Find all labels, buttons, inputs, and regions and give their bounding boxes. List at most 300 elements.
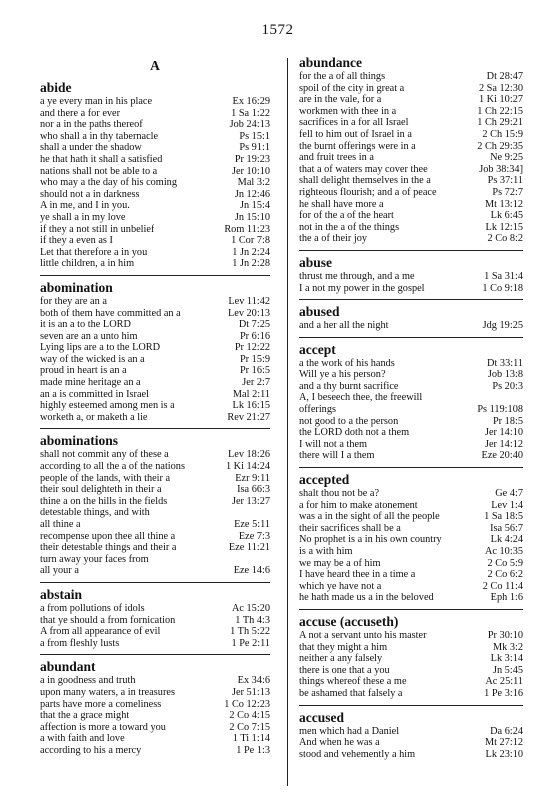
- entry-reference: Jdg 19:25: [482, 320, 523, 332]
- entry-reference: 1 Pe 1:3: [236, 744, 270, 756]
- entry-text: he that hath it shall a satisfied: [40, 153, 163, 165]
- concordance-entry: [40, 722, 270, 734]
- concordance-entry: [40, 699, 270, 711]
- section-heading: abominations: [40, 428, 270, 448]
- entry-reference: 2 Co 11:4: [482, 580, 523, 592]
- entry-reference: Eze 11:21: [228, 542, 270, 554]
- entry-reference: Ps 119:108: [477, 404, 523, 416]
- concordance-entry: [40, 331, 270, 343]
- concordance-section: [299, 52, 523, 245]
- concordance-entry: [40, 247, 270, 259]
- entry-text: for of the a of the heart: [299, 210, 394, 222]
- entry-text: workmen with thee in a: [299, 105, 397, 117]
- entry-reference: Lev 11:42: [228, 295, 270, 307]
- entry-text: things whereof these a me: [299, 676, 407, 688]
- entry-text: Let that therefore a in you: [40, 246, 148, 258]
- entry-text: thine a on the hills in the fields: [40, 495, 168, 507]
- entry-text: their sacrifices shall be a: [299, 522, 401, 534]
- entry-reference: Mal 3:2: [237, 177, 270, 189]
- entry-reference: Dt 28:47: [486, 71, 523, 82]
- concordance-entry: [299, 653, 523, 665]
- concordance-entry: [299, 488, 523, 500]
- entry-reference: Eph 1:6: [490, 592, 523, 604]
- entry-reference: Jn 15:4: [239, 200, 270, 212]
- entry-text: and a thy burnt sacrifice: [299, 380, 399, 392]
- entry-reference: Da 6:24: [490, 725, 523, 737]
- concordance-entry: [40, 189, 270, 201]
- entry-text: the a of their joy: [299, 233, 368, 245]
- entry-reference: Jer 10:10: [231, 165, 270, 177]
- entry-reference: Pr 15:9: [239, 353, 270, 365]
- concordance-entry: [299, 141, 523, 153]
- concordance-entry: [40, 565, 270, 577]
- concordance-entry: [299, 427, 523, 439]
- entry-text: nations shall not be able to a: [40, 165, 158, 177]
- concordance-entry: [299, 210, 523, 222]
- entry-reference: Job 13:8: [487, 369, 523, 381]
- entry-reference: Ex 34:6: [237, 675, 270, 687]
- entry-text: not good to a the person: [299, 415, 399, 427]
- entry-text: their detestable things and their a: [40, 542, 177, 554]
- concordance-entry: [299, 439, 523, 451]
- concordance-entry: [40, 200, 270, 212]
- concordance-entry: [40, 473, 270, 485]
- entry-text: ye shall a in my love: [40, 211, 126, 223]
- entry-reference: Job 24:13: [229, 119, 270, 131]
- entry-text: a ye every man in his place: [40, 96, 153, 107]
- entry-reference: 1 Ti 1:14: [232, 733, 270, 745]
- entry-reference: 1 Co 9:18: [482, 282, 523, 294]
- entry-text: for they are an a: [40, 295, 107, 307]
- entry-text: a from pollutions of idols: [40, 602, 145, 614]
- section-heading: abused: [299, 299, 523, 319]
- entry-text: was a in the sight of all the people: [299, 511, 440, 523]
- entry-reference: 1 Ki 10:27: [478, 94, 523, 106]
- concordance-entry: [40, 108, 270, 120]
- entry-text: made mine heritage an a: [40, 377, 141, 389]
- concordance-entry: [299, 665, 523, 677]
- concordance-entry: [299, 630, 523, 642]
- entry-reference: Rom 11:23: [224, 223, 270, 235]
- concordance-entry: [299, 569, 523, 581]
- concordance-entry: [299, 511, 523, 523]
- entry-reference: Eze 14:6: [233, 565, 270, 577]
- concordance-entry: [40, 507, 270, 519]
- entry-reference: 1 Pe 3:16: [484, 687, 523, 699]
- concordance-entry: [40, 542, 270, 554]
- entry-text: there is one that a you: [299, 664, 390, 676]
- entry-reference: Ps 20:3: [492, 380, 523, 392]
- entry-reference: 2 Ch 15:9: [482, 128, 523, 140]
- entry-reference: Dt 33:11: [487, 357, 523, 369]
- section-heading: abundance: [299, 55, 363, 70]
- concordance-entry: [40, 449, 270, 461]
- entry-text: that a of waters may cover thee: [299, 163, 428, 175]
- entry-reference: Lk 16:15: [232, 400, 270, 412]
- entry-reference: Lk 23:10: [485, 748, 523, 760]
- entry-reference: 2 Co 5:9: [487, 557, 523, 569]
- section-heading: abomination: [40, 275, 270, 295]
- concordance-entry: [299, 369, 523, 381]
- entry-reference: Isa 56:7: [490, 522, 523, 534]
- entry-text: fell to him out of Israel in a: [299, 128, 412, 140]
- entry-reference: 2 Co 8:2: [487, 233, 523, 245]
- concordance-entry: [299, 117, 523, 129]
- entry-text: he shall have more a: [299, 198, 384, 210]
- entry-reference: Mt 27:12: [484, 737, 523, 749]
- entry-reference: 1 Th 4:3: [235, 614, 270, 626]
- entry-text: A in me, and I in you.: [40, 200, 130, 212]
- entry-text: little children, a in him: [40, 258, 135, 270]
- entry-text: turn away your faces from: [40, 553, 149, 565]
- concordance-entry: [40, 687, 270, 699]
- concordance-entry: [40, 119, 270, 131]
- concordance-section: [299, 337, 523, 462]
- entry-reference: Pr 12:22: [234, 342, 270, 354]
- concordance-entry: [299, 381, 523, 393]
- entry-reference: 1 Ch 22:15: [477, 105, 523, 117]
- concordance-entry: [40, 131, 270, 143]
- entry-text: spoil of the city in great a: [299, 82, 405, 94]
- entry-text: shall delight themselves in the a: [299, 175, 431, 187]
- entry-reference: Lev 18:26: [227, 449, 270, 461]
- entry-reference: Pr 30:10: [487, 629, 523, 641]
- concordance-entry: [40, 308, 270, 320]
- concordance-section: [299, 299, 523, 332]
- section-heading: abstain: [40, 582, 270, 602]
- entry-text: A, I beseech thee, the freewill: [299, 392, 423, 404]
- concordance-entry: [40, 710, 270, 722]
- section-letter: A: [150, 58, 160, 73]
- right-column: [299, 52, 523, 765]
- concordance-entry: [299, 688, 523, 700]
- concordance-entry: [40, 319, 270, 331]
- concordance-entry: [299, 676, 523, 688]
- concordance-entry: [299, 737, 523, 749]
- concordance-entry: [299, 358, 523, 370]
- concordance-entry: [299, 500, 523, 512]
- entry-text: Will ye a his person?: [299, 369, 386, 381]
- entry-text: stood and vehemently a him: [299, 748, 416, 760]
- concordance-entry: [40, 142, 270, 154]
- entry-text: not in the a of the things: [299, 221, 400, 233]
- concordance-section: [299, 705, 523, 761]
- entry-reference: Job 38:34]: [479, 163, 523, 175]
- entry-reference: Ac 25:11: [485, 676, 523, 688]
- concordance-entry: [40, 96, 270, 108]
- concordance-entry: [40, 342, 270, 354]
- entry-text: should not a in darkness: [40, 188, 140, 200]
- entry-text: a for him to make atonement: [299, 499, 418, 511]
- concordance-section: [40, 428, 270, 577]
- entry-text: that the a grace might: [40, 710, 130, 722]
- concordance-entry: [40, 745, 270, 757]
- concordance-entry: [299, 749, 523, 761]
- entry-text: highly esteemed among men is a: [40, 400, 175, 412]
- entry-text: detestable things, and with: [40, 507, 150, 519]
- entry-text: and there a for ever: [40, 107, 121, 119]
- entry-text: if they a not still in unbelief: [40, 223, 155, 235]
- entry-reference: Ac 15:20: [231, 602, 270, 614]
- entry-text: an a is committed in Israel: [40, 388, 149, 400]
- concordance-entry: [40, 166, 270, 178]
- concordance-entry: [299, 199, 523, 211]
- concordance-entry: [299, 152, 523, 164]
- entry-text: shalt thou not be a?: [299, 488, 380, 500]
- concordance-entry: [299, 283, 523, 295]
- entry-text: people of the lands, with their a: [40, 472, 171, 484]
- entry-reference: Pr 18:5: [492, 415, 523, 427]
- entry-text: upon many waters, a in treasures: [40, 686, 175, 698]
- entry-text: be ashamed that falsely a: [299, 687, 403, 699]
- entry-reference: 1 Ch 29:21: [477, 117, 523, 129]
- concordance-entry: [299, 642, 523, 654]
- concordance-entry: [40, 377, 270, 389]
- concordance-entry: [40, 365, 270, 377]
- entry-text: And when he was a: [299, 737, 380, 749]
- entry-text: which ye have not a: [299, 580, 382, 592]
- concordance-entry: [299, 534, 523, 546]
- entry-text: we may be a of him: [299, 557, 381, 569]
- concordance-section: [40, 80, 270, 270]
- concordance-entry: [40, 519, 270, 531]
- entry-reference: Pr 6:16: [239, 330, 270, 342]
- entry-text: all thine a: [40, 519, 81, 530]
- entry-text: are in the vale, for a: [299, 94, 382, 106]
- entry-reference: Jer 14:12: [484, 438, 523, 450]
- entry-text: the burnt offerings were in a: [299, 140, 416, 152]
- concordance-section: [299, 609, 523, 700]
- column-divider: [287, 58, 288, 786]
- concordance-entry: [299, 404, 523, 416]
- concordance-entry: [299, 558, 523, 570]
- concordance-entry: [40, 389, 270, 401]
- entry-reference: Eze 7:3: [238, 530, 270, 542]
- concordance-entry: [40, 400, 270, 412]
- concordance-entry: [40, 258, 270, 270]
- entry-text: shall a under the shadow: [40, 142, 142, 154]
- entry-text: nor a in the paths thereof: [40, 119, 143, 131]
- entry-text: there will I a them: [299, 450, 375, 462]
- entry-reference: Lk 3:14: [490, 653, 523, 665]
- entry-text: that they might a him: [299, 641, 388, 653]
- concordance-entry: [299, 106, 523, 118]
- section-heading: accuse (accuseth): [299, 609, 523, 629]
- concordance-entry: [299, 164, 523, 176]
- concordance-entry: [40, 496, 270, 508]
- concordance-entry: [299, 450, 523, 462]
- entry-text: both of them have committed an a: [40, 307, 181, 319]
- entry-text: worketh a, or maketh a lie: [40, 411, 148, 423]
- concordance-entry: [40, 531, 270, 543]
- entry-text: according to all the a of the nations: [40, 461, 185, 473]
- entry-text: for the a of all things: [299, 71, 386, 82]
- entry-reference: Ac 10:35: [484, 546, 523, 557]
- entry-text: seven are an a unto him: [40, 330, 138, 342]
- concordance-entry: [40, 154, 270, 166]
- entry-text: and fruit trees in a: [299, 152, 374, 164]
- entry-reference: Isa 66:3: [237, 484, 270, 496]
- concordance-section: [299, 467, 523, 604]
- entry-text: if they a even as I: [40, 235, 113, 247]
- concordance-entry: [299, 271, 523, 283]
- section-heading: abuse: [299, 250, 523, 270]
- concordance-entry: [40, 554, 270, 566]
- entry-text: shall not commit any of these a: [40, 449, 169, 461]
- entry-reference: 1 Cor 7:8: [231, 235, 270, 247]
- entry-text: a with faith and love: [40, 733, 125, 745]
- entry-reference: 2 Co 4:15: [229, 710, 270, 722]
- concordance-entry: [40, 484, 270, 496]
- entry-text: way of the wicked is an a: [40, 353, 145, 365]
- concordance-entry: [40, 224, 270, 236]
- entry-reference: Ps 15:1: [239, 130, 270, 142]
- entry-reference: Eze 20:40: [481, 450, 523, 462]
- concordance-entry: [299, 592, 523, 604]
- entry-reference: Lk 4:24: [490, 534, 523, 546]
- entry-text: according to his a mercy: [40, 744, 142, 756]
- entry-reference: Eze 5:11: [234, 519, 270, 530]
- concordance-entry: [40, 733, 270, 745]
- entry-reference: Lev 1:4: [491, 499, 523, 511]
- entry-text: neither a any falsely: [299, 653, 383, 665]
- entry-reference: Ps 37:11: [487, 175, 523, 187]
- concordance-section: [40, 654, 270, 756]
- entry-reference: Ge 4:7: [495, 488, 523, 500]
- entry-text: proud in heart is an a: [40, 365, 127, 377]
- entry-text: No prophet is a in his own country: [299, 534, 442, 546]
- section-heading: accused: [299, 705, 523, 725]
- entry-reference: Ezr 9:11: [235, 472, 270, 484]
- entry-reference: Jn 15:10: [234, 211, 270, 223]
- entry-text: the LORD doth not a them: [299, 427, 410, 439]
- entry-text: who may a the day of his coming: [40, 177, 177, 189]
- concordance-entry: [299, 392, 523, 404]
- entry-text: offerings: [299, 404, 336, 416]
- concordance-entry: [40, 675, 270, 687]
- entry-text: their soul delighteth in their a: [40, 484, 162, 496]
- left-column: [40, 52, 270, 762]
- section-heading: accept: [299, 337, 523, 357]
- entry-reference: Mal 2:11: [232, 388, 270, 400]
- entry-text: I have heard thee in a time a: [299, 569, 416, 581]
- concordance-entry: [40, 354, 270, 366]
- concordance-entry: [40, 461, 270, 473]
- entry-text: affection is more a toward you: [40, 721, 166, 733]
- entry-text: righteous flourish; and a of peace: [299, 186, 437, 198]
- concordance-entry: [299, 175, 523, 187]
- concordance-entry: [40, 603, 270, 615]
- concordance-entry: [299, 546, 523, 558]
- concordance-entry: [40, 412, 270, 424]
- entry-reference: Jn 5:45: [492, 664, 523, 676]
- concordance-section: [40, 275, 270, 424]
- entry-reference: Pr 19:23: [234, 153, 270, 165]
- entry-reference: 1 Sa 1:22: [231, 107, 270, 119]
- entry-text: I a not my power in the gospel: [299, 282, 425, 294]
- entry-reference: 1 Pe 2:11: [231, 637, 270, 649]
- entry-reference: Pr 16:5: [239, 365, 270, 377]
- entry-text: that ye should a from fornication: [40, 614, 176, 626]
- concordance-entry: [299, 222, 523, 234]
- concordance-section: [299, 250, 523, 294]
- entry-text: I will not a them: [299, 438, 368, 450]
- entry-reference: 2 Co 6:2: [487, 569, 523, 581]
- concordance-entry: [40, 626, 270, 638]
- entry-reference: Jer 13:27: [231, 495, 270, 507]
- section-heading: abundant: [40, 654, 270, 674]
- concordance-entry: [299, 726, 523, 738]
- concordance-entry: [40, 638, 270, 650]
- concordance-entry: [299, 94, 523, 106]
- entry-reference: Mt 13:12: [484, 198, 523, 210]
- entry-reference: 2 Sa 12:30: [478, 82, 523, 94]
- entry-text: Lying lips are a to the LORD: [40, 342, 161, 354]
- concordance-entry: [299, 320, 523, 332]
- entry-reference: 1 Sa 18:5: [484, 511, 523, 523]
- entry-text: sacrifices in a for all Israel: [299, 117, 409, 129]
- entry-reference: Jer 2:7: [242, 377, 270, 389]
- entry-text: men which had a Daniel: [299, 725, 400, 737]
- entry-text: is a with him: [299, 546, 353, 557]
- entry-reference: Dt 7:25: [238, 319, 270, 331]
- entry-text: a the work of his hands: [299, 357, 395, 369]
- concordance-entry: [299, 233, 523, 245]
- concordance-entry: [40, 177, 270, 189]
- entry-text: recompense upon thee all thine a: [40, 530, 176, 542]
- concordance-entry: [40, 615, 270, 627]
- entry-text: it is an a to the LORD: [40, 319, 131, 331]
- entry-reference: 1 Jn 2:28: [232, 258, 270, 270]
- entry-text: A from all appearance of evil: [40, 626, 161, 638]
- concordance-entry: [299, 83, 523, 95]
- concordance-entry: [40, 235, 270, 247]
- concordance-entry: [299, 581, 523, 593]
- entry-reference: 1 Co 12:23: [224, 698, 270, 710]
- entry-reference: Ex 16:29: [232, 96, 270, 107]
- concordance-entry: [299, 187, 523, 199]
- entry-reference: Mk 3:2: [492, 641, 523, 653]
- entry-reference: 1 Ki 14:24: [225, 461, 270, 473]
- concordance-entry: [299, 71, 523, 83]
- concordance-section: [40, 582, 270, 649]
- entry-reference: Ne 9:25: [490, 152, 523, 164]
- section-heading: accepted: [299, 467, 523, 487]
- entry-reference: Lk 6:45: [490, 210, 523, 222]
- entry-reference: Ps 72:7: [492, 186, 523, 198]
- concordance-entry: [40, 296, 270, 308]
- entry-reference: 1 Th 5:22: [230, 626, 270, 638]
- entry-reference: 1 Jn 2:24: [232, 246, 270, 258]
- entry-reference: 1 Sa 31:4: [484, 270, 523, 282]
- entry-reference: Lev 20:13: [227, 307, 270, 319]
- concordance-entry: [40, 212, 270, 224]
- section-heading: abide: [40, 80, 72, 95]
- concordance-entry: [299, 523, 523, 535]
- entry-text: A not a servant unto his master: [299, 629, 427, 641]
- entry-text: he hath made us a in the beloved: [299, 592, 434, 604]
- concordance-columns: [38, 52, 523, 787]
- entry-text: parts have more a comeliness: [40, 698, 162, 710]
- entry-reference: Lk 12:15: [485, 221, 523, 233]
- entry-reference: Jer 51:13: [231, 686, 270, 698]
- concordance-entry: [299, 129, 523, 141]
- entry-text: who shall a in thy tabernacle: [40, 130, 159, 142]
- concordance-entry: [299, 416, 523, 428]
- entry-reference: Jn 12:46: [234, 188, 270, 200]
- entry-text: thrust me through, and a me: [299, 270, 415, 282]
- entry-reference: 2 Co 7:15: [229, 721, 270, 733]
